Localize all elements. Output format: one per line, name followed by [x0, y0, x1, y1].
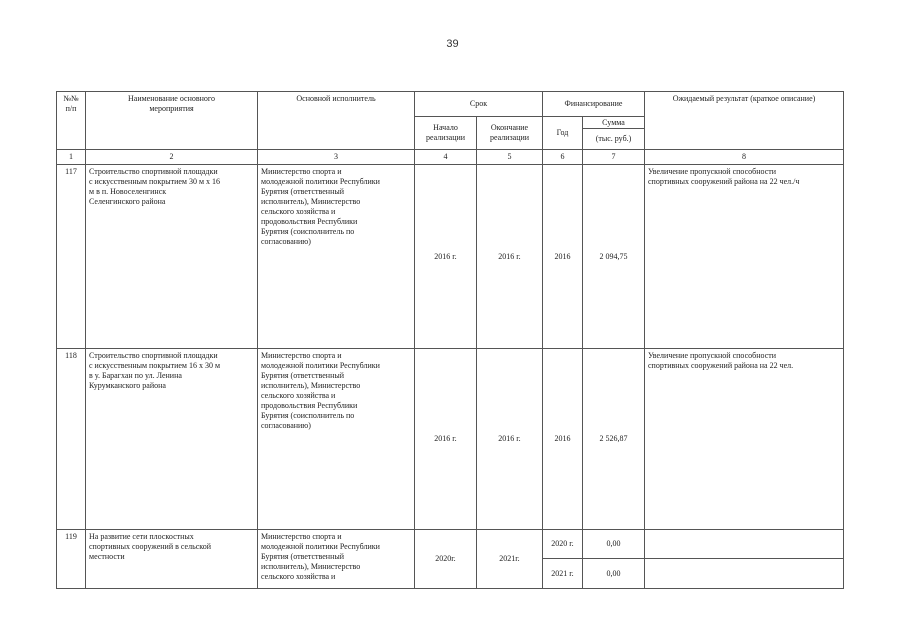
- row-start: 2020г.: [415, 530, 477, 589]
- row-executor: Министерство спорта и молодежной политики Республики Бурятия (ответственный исполнитель), Министерство сельского хозяйства и: [258, 530, 415, 589]
- row-year: 2016: [543, 349, 583, 530]
- column-number: 8: [645, 150, 844, 165]
- column-number: 6: [543, 150, 583, 165]
- header-executor: Основной исполнитель: [258, 92, 415, 150]
- row-result: Увеличение пропускной способности спортивных сооружений района на 22 чел./ч: [645, 165, 844, 349]
- column-number: 2: [86, 150, 258, 165]
- row-sums-cell: [583, 530, 645, 589]
- row-start: 2016 г.: [415, 165, 477, 349]
- column-number-row: [57, 150, 844, 165]
- row-executor: Министерство спорта и молодежной политики Республики Бурятия (ответственный исполнитель), Министерство сельского хозяйства и продовольствия Республики Бурятия (соисполнитель по согласованию): [258, 165, 415, 349]
- row-year: 2021 г.: [551, 568, 574, 578]
- column-number: 3: [258, 150, 415, 165]
- row-number: 117: [57, 165, 86, 349]
- column-number: 4: [415, 150, 477, 165]
- header-year: Год: [543, 117, 583, 150]
- page-number: 39: [446, 38, 459, 50]
- header-result: Ожидаемый результат (краткое описание): [645, 92, 844, 150]
- column-number: 1: [57, 150, 86, 165]
- row-result: [645, 530, 843, 559]
- row-year: 2020 г.: [543, 530, 582, 559]
- header-sum: Сумма: [583, 117, 644, 129]
- row-name: Строительство спортивной площадки с искусственным покрытием 30 м х 16 м в п. Новоселенгинск Селенгинского района: [86, 165, 258, 349]
- table-row: [57, 349, 844, 530]
- row-result: Увеличение пропускной способности спортивных сооружений района на 22 чел.: [645, 349, 844, 530]
- row-end: 2016 г.: [477, 165, 543, 349]
- table-row: [57, 530, 844, 589]
- row-result-cell: [645, 530, 844, 589]
- row-year: 2016: [543, 165, 583, 349]
- header-sum-unit: (тыс. руб.): [595, 134, 632, 143]
- header-sum-cell: [583, 117, 645, 150]
- row-number: 118: [57, 349, 86, 530]
- row-number: 119: [57, 530, 86, 589]
- row-sum: 2 526,87: [583, 349, 645, 530]
- row-end: 2021г.: [477, 530, 543, 589]
- row-name: Строительство спортивной площадки с искусственным покрытием 16 х 30 м в у. Барагхан по ул. Ленина Курумканского района: [86, 349, 258, 530]
- header-num: №№ п/п: [57, 92, 86, 150]
- header-term-end: Окончание реализации: [477, 117, 543, 150]
- column-number: 5: [477, 150, 543, 165]
- row-sum: 2 094,75: [583, 165, 645, 349]
- table-row: [57, 165, 844, 349]
- row-executor: Министерство спорта и молодежной политики Республики Бурятия (ответственный исполнитель), Министерство сельского хозяйства и продовольствия Республики Бурятия (соисполнитель по согласованию): [258, 349, 415, 530]
- column-number: 7: [583, 150, 645, 165]
- row-name: На развитие сети плоскостных спортивных сооружений в сельской местности: [86, 530, 258, 589]
- row-result-empty: [645, 559, 843, 588]
- row-sum: 0,00: [583, 530, 644, 559]
- row-sum: 0,00: [606, 568, 621, 578]
- row-years-cell: [543, 530, 583, 589]
- row-end: 2016 г.: [477, 349, 543, 530]
- row-start: 2016 г.: [415, 349, 477, 530]
- header-name: Наименование основного мероприятия: [86, 92, 258, 150]
- header-finance: Финансирование: [543, 92, 645, 117]
- header-term: Срок: [415, 92, 543, 117]
- header-term-start: Начало реализации: [415, 117, 477, 150]
- program-table: [56, 91, 844, 589]
